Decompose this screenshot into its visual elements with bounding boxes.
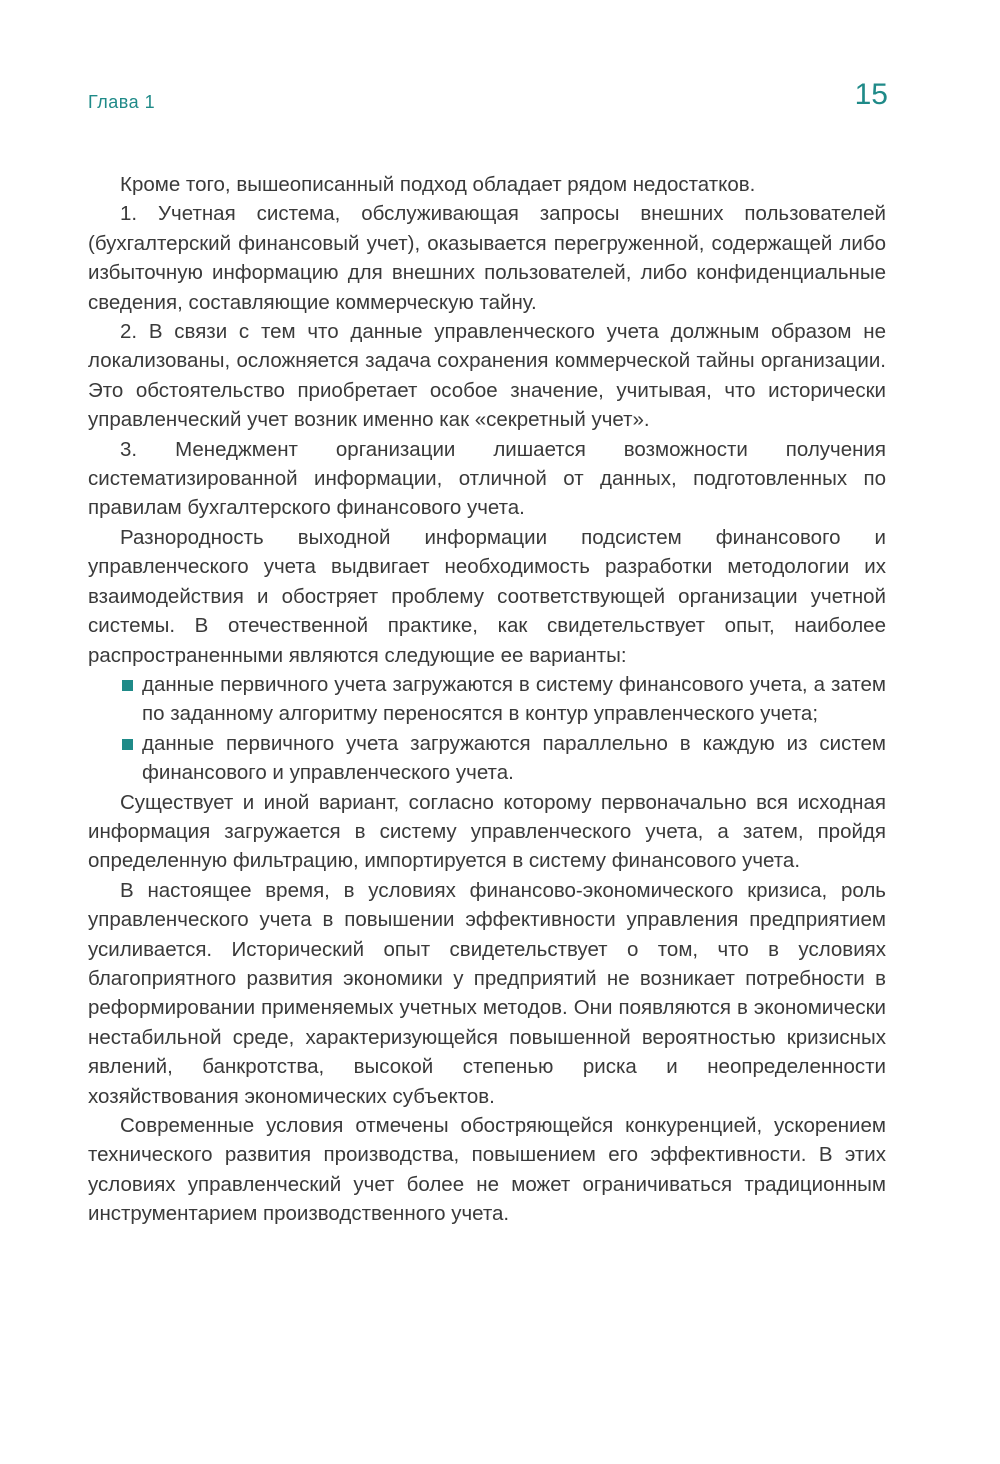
square-bullet-icon [122, 680, 133, 691]
list-item-text: данные первичного учета загружаются в систему финансового учета, а затем по заданному алгоритму переносятся в контур управленческого учета; [142, 672, 886, 726]
list-item-text: данные первичного учета загружаются параллельно в каждую из систем финансового и управленческого учета. [142, 731, 886, 785]
list-item [142, 729, 886, 788]
running-header [88, 78, 888, 126]
paragraph-modern-conditions: Современные условия отмечены обостряющейся конкуренцией, ускорением технического развития производства, повышением его эффективности. В этих условиях управленческий учет более не может ограничиваться традиционным инструментарием производственного учета. [88, 1114, 886, 1226]
paragraph-intro: Кроме того, вышеописанный подход обладает рядом недостатков. [120, 173, 756, 196]
paragraph-drawback-3: 3. Менеджмент организации лишается возможности получения систематизированной информации, отличной от данных, подготовленных по правилам бухгалтерского финансового учета. [88, 437, 886, 520]
paragraph-variants: Разнородность выходной информации подсистем финансового и управленческого учета выдвигает необходимость разработки методологии их взаимодействия и обостряет проблему соответствующей организации учетной системы. В отечественной практике, как свидетельствует опыт, наиболее распространенными являются следующие ее варианты: [88, 525, 886, 667]
paragraph-drawback-1: 1. Учетная система, обслуживающая запросы внешних пользователей (бухгалтерский финансовый учет), оказывается перегруженной, содержащей либо избыточную информацию для внешних пользователей, либо конфиденциальные сведения, составляющие коммерческую тайну. [88, 202, 886, 314]
page-number: 15 [854, 78, 888, 111]
body-text [88, 170, 886, 1229]
paragraph-crisis: В настоящее время, в условиях финансово-экономического кризиса, роль управленческого учета в повышении эффективности управления предприятием усиливается. Исторический опыт свидетельствует о том, что в условиях благоприятного развития экономики у предприятий не возникает потребности в реформировании применяемых учетных методов. Они появляются в экономически нестабильной среде, характеризующейся повышенной вероятностью кризисных явлений, банкротства, высокой степенью риска и неопределенности хозяйствования экономических субъектов. [88, 878, 886, 1108]
chapter-label: Глава 1 [88, 92, 156, 112]
square-bullet-icon [122, 739, 133, 750]
paragraph-alternative-variant: Существует и иной вариант, согласно которому первоначально вся исходная информация загружается в систему управленческого учета, а затем, пройдя определенную фильтрацию, импортируется в систему финансового учета. [88, 790, 886, 873]
paragraph-drawback-2: 2. В связи с тем что данные управленческого учета должным образом не локализованы, осложняется задача сохранения коммерческой тайны организации. Это обстоятельство приобретает особое значение, учитывая, что исторически управленческий учет возник именно как «секретный учет». [88, 320, 886, 432]
list-item [142, 670, 886, 729]
variants-list [88, 670, 886, 788]
